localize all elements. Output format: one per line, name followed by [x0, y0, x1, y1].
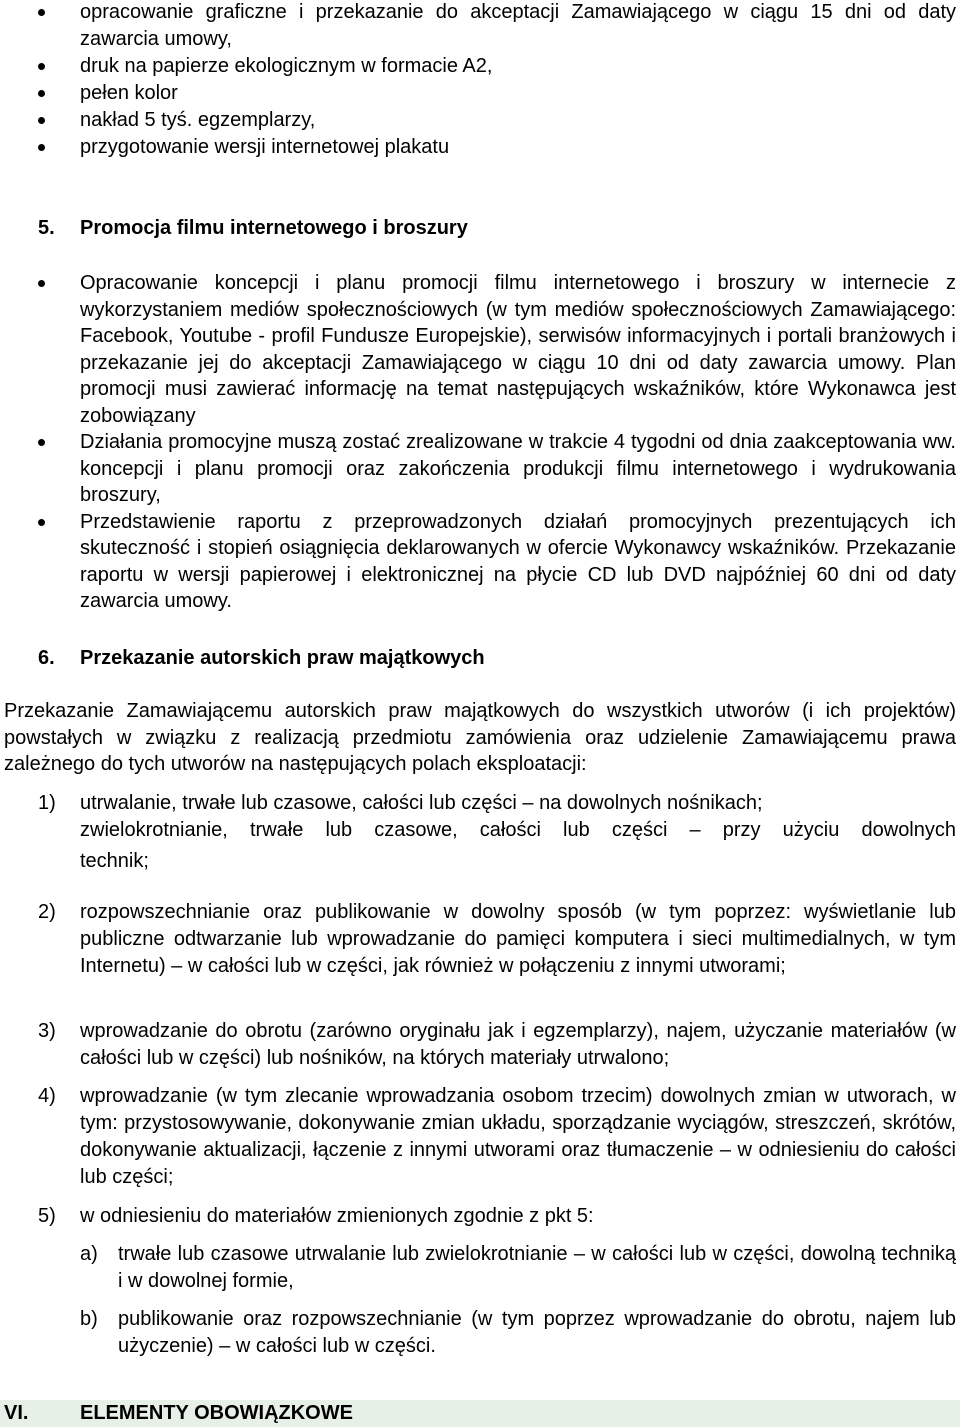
section-number: VI.: [4, 1402, 29, 1424]
item-3: [0, 1018, 960, 1072]
list-item: opracowanie graficzne i przekazanie do akceptacji Zamawiającego w ciągu 15 dni od daty zawarcia umowy,: [0, 0, 960, 53]
item-text: wprowadzanie do obrotu (zarówno oryginału jak i egzemplarzy), najem, użyczanie materiałów (w całości lub w części) lub nośników, na których materiały utrwalono;: [80, 1020, 956, 1069]
item-number: 3): [38, 1020, 56, 1042]
section-title: Promocja filmu internetowego i broszury: [80, 217, 468, 239]
item-number: 2): [38, 901, 56, 923]
section-number: 5.: [38, 217, 55, 239]
item-1: [0, 790, 960, 875]
section-6-intro: Przekazanie Zamawiającemu autorskich praw majątkowych do wszystkich utworów (i ich projektów) powstałych w związku z realizacją przedmiotu zamówienia oraz udzielenie Zamawiającemu prawa zależnego do tych utworów na następujących polach eksploatacji:: [4, 700, 956, 775]
section-vi-heading-bar: [0, 1400, 960, 1427]
subitem-letter: a): [80, 1243, 98, 1265]
subitem-letter: b): [80, 1308, 98, 1330]
item-text: wprowadzanie (w tym zlecanie wprowadzania osobom trzecim) dowolnych zmian w utworach, w tym: przystosowywanie, dokonywanie zmian układu, sporządzanie wyciągów, streszczeń, skrótów, dokonywanie aktualizacji, łączenie z innymi utworami oraz tłumaczenie – w odniesieniu do całości lub części;: [80, 1085, 956, 1188]
intro-bullet-list: [0, 0, 960, 161]
list-item: przygotowanie wersji internetowej plakatu: [0, 134, 960, 161]
subitem-text: publikowanie oraz rozpowszechnianie (w tym poprzez wprowadzanie do obrotu, najem lub użyczenie) – w całości lub w części.: [118, 1308, 956, 1357]
item-number: 5): [38, 1205, 56, 1227]
subitem-a: [0, 1241, 960, 1295]
section-5-bullet-list: [0, 270, 960, 615]
item-2: [0, 899, 960, 980]
item-4: [0, 1083, 960, 1191]
section-title: ELEMENTY OBOWIĄZKOWE: [80, 1402, 353, 1424]
list-item: pełen kolor: [0, 80, 960, 107]
section-title: Przekazanie autorskich praw majątkowych: [80, 647, 485, 669]
item-text: rozpowszechnianie oraz publikowanie w dowolny sposób (w tym poprzez: wyświetlanie lub publiczne odtwarzanie lub wprowadzanie do pamięci komputera i sieci multimedialnych, w tym Internetu) – w całości lub w części, jak również w połączeniu z innymi utworami;: [80, 901, 956, 977]
item-5: [0, 1203, 960, 1230]
item-line: technik;: [80, 850, 149, 872]
item-text: w odniesieniu do materiałów zmienionych zgodnie z pkt 5:: [80, 1205, 594, 1227]
subitem-text: trwałe lub czasowe utrwalanie lub zwielokrotnianie – w całości lub w części, dowolną techniką i w dowolnej formie,: [118, 1243, 956, 1292]
list-item: Działania promocyjne muszą zostać zrealizowane w trakcie 4 tygodni od dnia zaakceptowania ww. koncepcji i planu promocji oraz zakończenia produkcji filmu internetowego i wydrukowania broszury,: [0, 429, 960, 509]
item-line: utrwalanie, trwałe lub czasowe, całości lub części – na dowolnych nośnikach;: [80, 792, 763, 814]
list-item: nakład 5 tyś. egzemplarzy,: [0, 107, 960, 134]
section-number: 6.: [38, 647, 55, 669]
item-line: zwielokrotnianie, trwałe lub czasowe, całości lub części – przy użyciu dowolnych: [80, 819, 956, 841]
list-item: druk na papierze ekologicznym w formacie A2,: [0, 53, 960, 80]
subitem-b: [0, 1306, 960, 1360]
item-number: 1): [38, 792, 56, 814]
list-item: Przedstawienie raportu z przeprowadzonych działań promocyjnych prezentujących ich skuteczność i stopień osiągnięcia deklarowanych w ofercie Wykonawcy wskaźników. Przekazanie raportu w wersji papierowej i elektronicznej na płycie CD lub DVD najpóźniej 60 dni od daty zawarcia umowy.: [0, 509, 960, 615]
list-item: Opracowanie koncepcji i planu promocji filmu internetowego i broszury w internecie z wykorzystaniem mediów społecznościowych (w tym mediów społecznościowych Zamawiającego: Facebook, Youtube - profil Fundusze Europejskie), serwisów informacyjnych i portali branżowych i przekazanie jej do akceptacji Zamawiającego w ciągu 10 dni od daty zawarcia umowy. Plan promocji musi zawierać informację na temat następujących wskaźników, które Wykonawca jest zobowiązany: [0, 270, 960, 429]
item-number: 4): [38, 1085, 56, 1107]
